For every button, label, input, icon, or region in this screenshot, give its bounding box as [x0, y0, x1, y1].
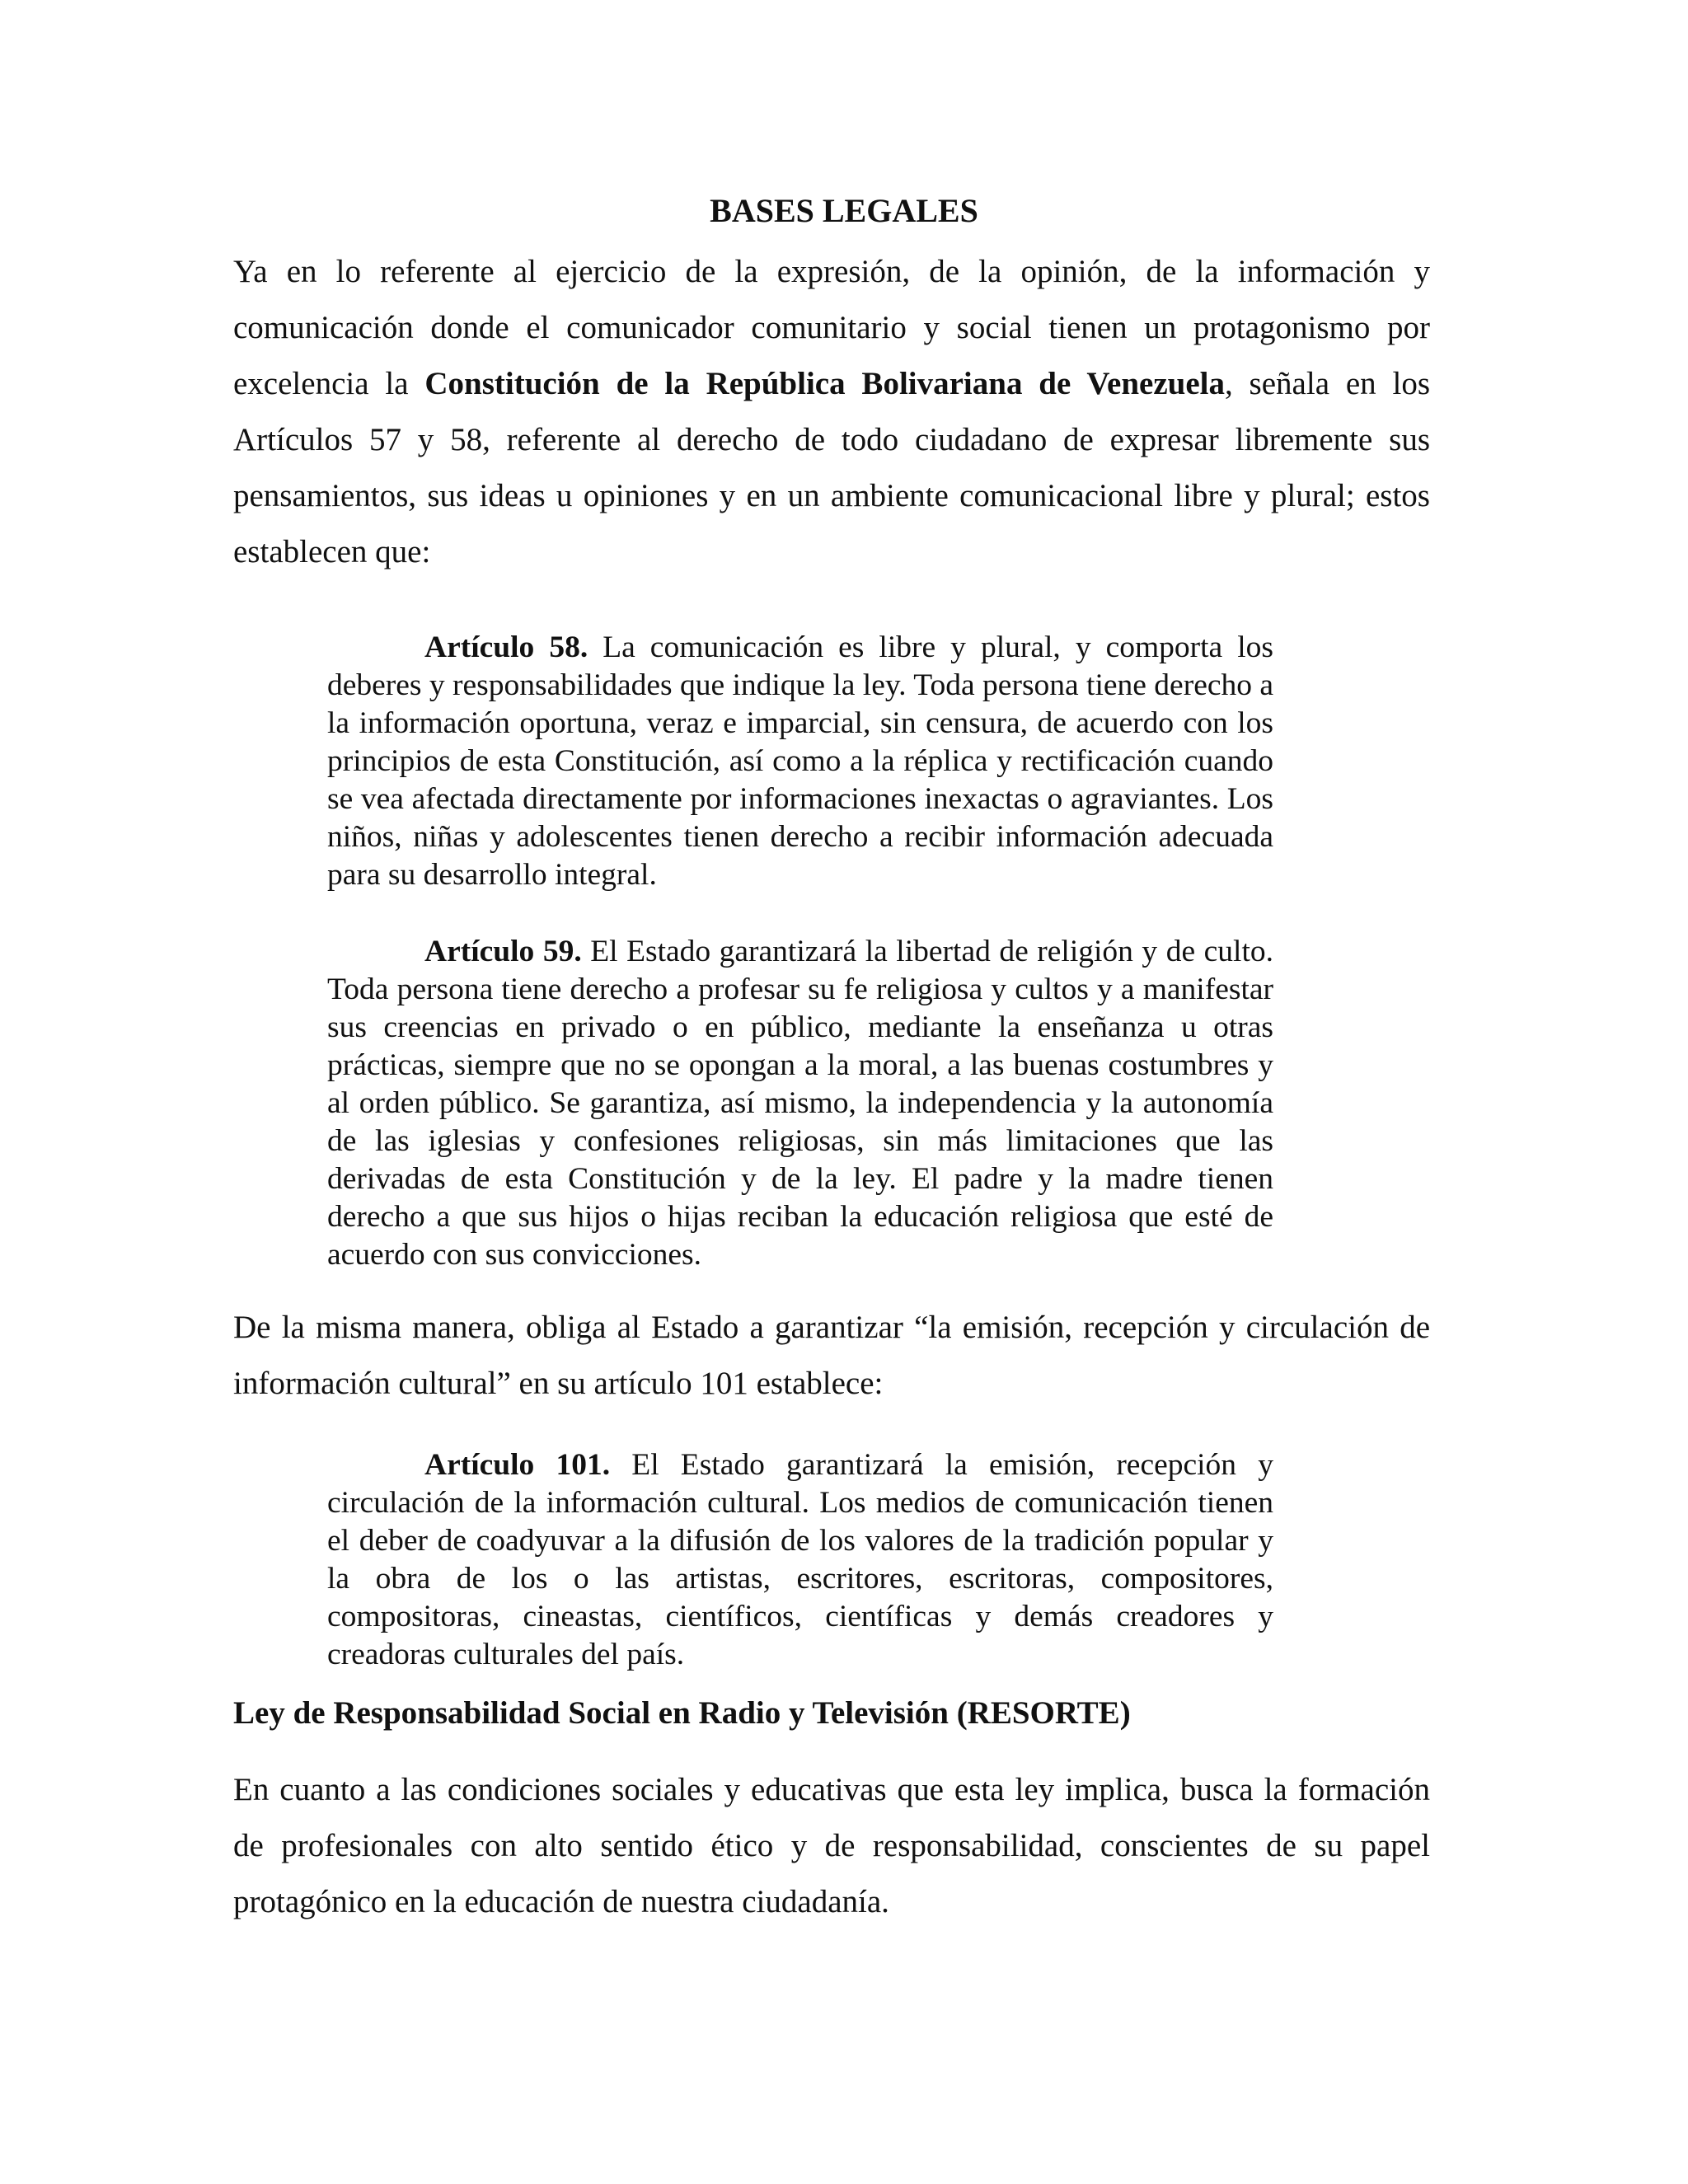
intro-text-2: , señala en los Artículos 57 y 58, referente al derecho de todo ciudadano de expresar libremente sus pensamientos, sus ideas u opiniones y en un ambiente comunicacional libre y plural; estos establecen que: [233, 366, 1430, 569]
article-101-text: El Estado garantizará la emisión, recepción y circulación de la información cultural. Los medios de comunicación tienen el deber de coadyuvar a la difusión de los valores de la tradición popular y la obra de los o las artistas, escritores, escritoras, compositores, compositoras, cineastas, científicos, científicas y demás creadores y creadoras culturales del país. [327, 1448, 1273, 1671]
law-heading: Ley de Responsabilidad Social en Radio y Televisión (RESORTE) [233, 1695, 1131, 1731]
article-58-quote [327, 629, 1273, 894]
article-59-text: El Estado garantizará la libertad de religión y de culto. Toda persona tiene derecho a profesar su fe religiosa y cultos y a manifestar sus creencias en privado o en público, mediante la enseñanza u otras prácticas, siempre que no se opongan a la moral, a las buenas costumbres y al orden público. Se garantiza, así mismo, la independencia y la autonomía de las iglesias y confesiones religiosas, sin más limitaciones que las derivadas de esta Constitución y de la ley. El padre y la madre tienen derecho a que sus hijos o hijas reciban la educación religiosa que esté de acuerdo con sus convicciones. [327, 935, 1273, 1272]
article-101-quote [327, 1446, 1273, 1674]
article-58-text: La comunicación es libre y plural, y comporta los deberes y responsabilidades que indique la ley. Toda persona tiene derecho a la información oportuna, veraz e imparcial, sin censura, de acuerdo con los principios de esta Constitución, así como a la réplica y rectificación cuando se vea afectada directamente por informaciones inexactas o agraviantes. Los niños, niñas y adolescentes tienen derecho a recibir información adecuada para su desarrollo integral. [327, 630, 1273, 892]
intro-text-1: Ya en lo referente al ejercicio de la expresión, de la opinión, de la información y comunicación donde el comunicador comunitario y social tienen un protagonismo por excelencia la [233, 254, 1430, 401]
constitution-name: Constitución de la República Bolivariana de Venezuela [424, 366, 1225, 401]
transition-paragraph: De la misma manera, obliga al Estado a garantizar “la emisión, recepción y circulación de información cultural” en su artículo 101 establece: [233, 1310, 1430, 1401]
intro-paragraph [233, 244, 1430, 580]
closing-paragraph: En cuanto a las condiciones sociales y educativas que esta ley implica, busca la formación de profesionales con alto sentido ético y de responsabilidad, conscientes de su papel protagónico en la educación de nuestra ciudadanía. [233, 1772, 1430, 1919]
article-58-label: Artículo 58. [424, 630, 588, 664]
page-title: BASES LEGALES [710, 192, 978, 229]
article-101-label: Artículo 101. [424, 1448, 611, 1482]
article-59-label: Artículo 59. [424, 935, 582, 968]
article-59-quote [327, 933, 1273, 1274]
